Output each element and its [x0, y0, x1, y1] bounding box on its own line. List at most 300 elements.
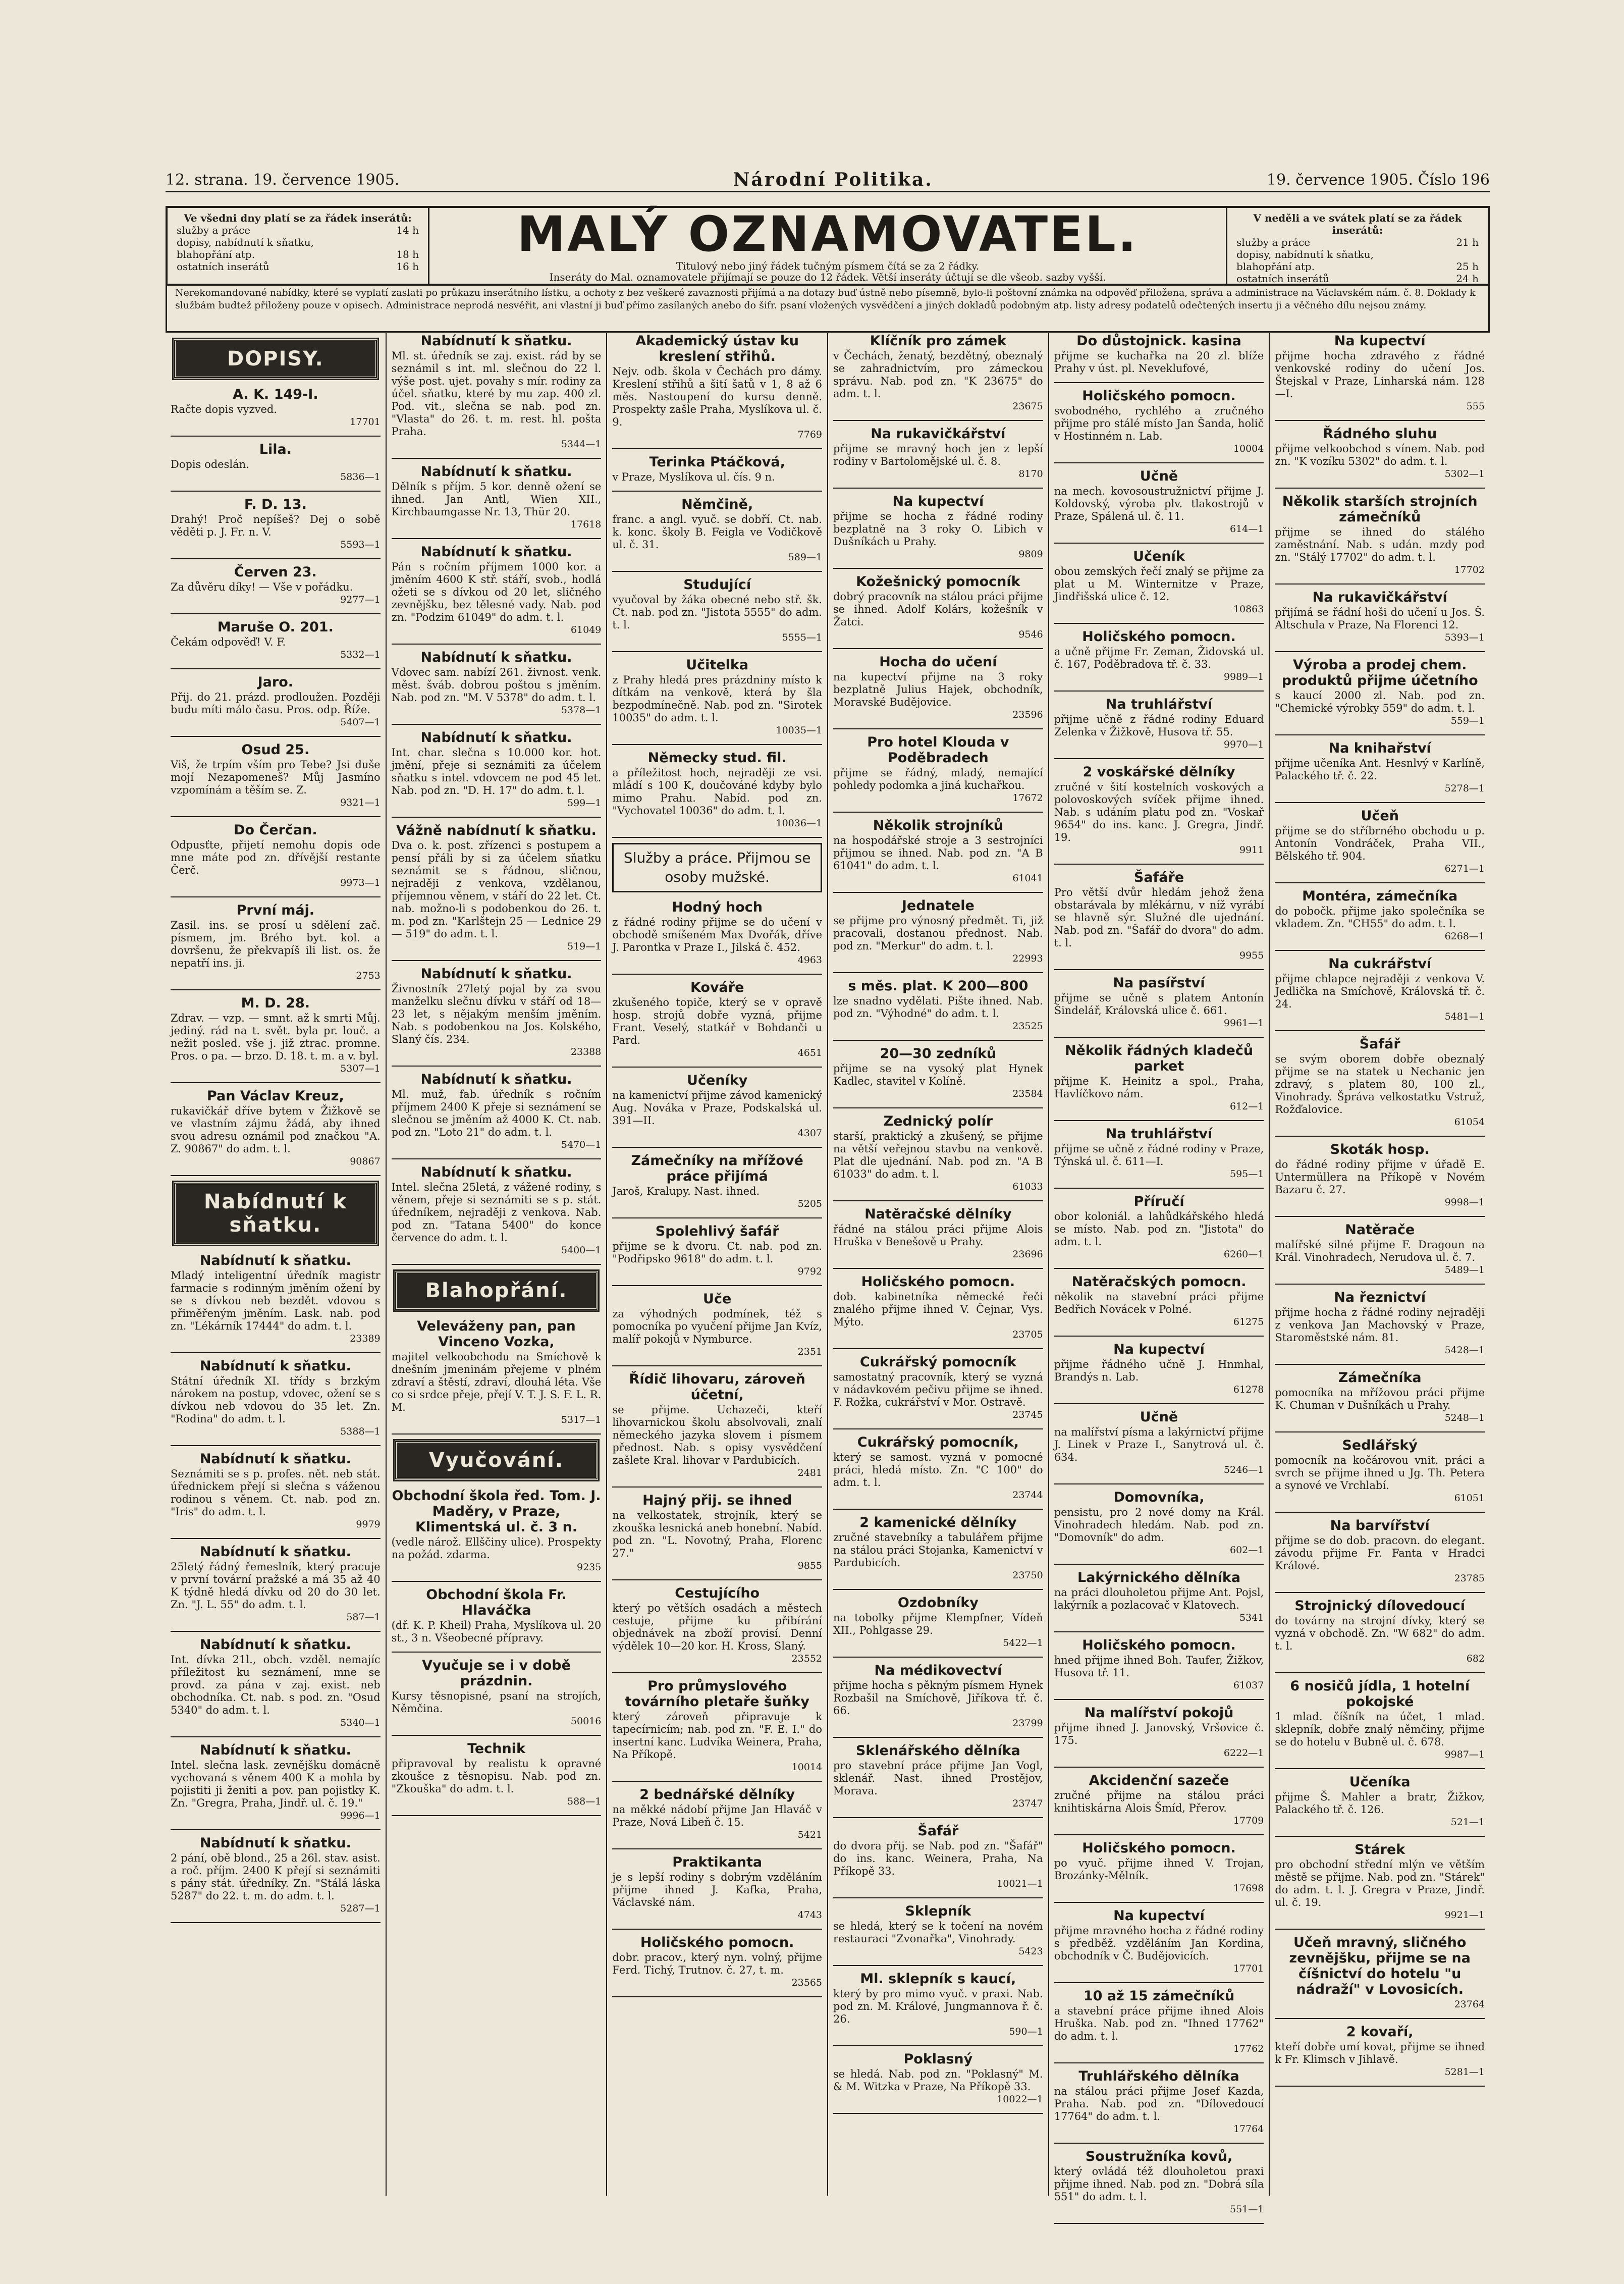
ad-ref-number: 5278—1 — [1444, 783, 1485, 794]
ad-title: Cukrářský pomocník, — [857, 1435, 1019, 1450]
classified-ad — [392, 730, 602, 810]
classified-ad — [392, 966, 602, 1058]
rate-label: služby a práce — [177, 224, 251, 236]
ad-title: Na kupectví — [1334, 333, 1426, 349]
ad-title: Na cukrářství — [1328, 956, 1432, 972]
classified-ad — [612, 750, 822, 830]
ad-title: Nabídnutí k sňatku. — [420, 544, 572, 560]
ad-text: Mladý inteligentní úředník magistr farmacie s rodinným jměním ožení by se s dívkou neb bezdět. vdovou s přiměřeným jměním. Lask. nab. pod zn. "Lékárník 17444" do adm. t. l. — [171, 1269, 381, 1332]
ad-divider — [171, 1829, 381, 1830]
ad-divider — [1054, 2062, 1264, 2063]
ad-title: Do důstojnick. kasina — [1076, 333, 1241, 349]
ad-divider — [1054, 1631, 1264, 1632]
ad-divider — [1275, 1136, 1485, 1137]
classified-ad — [1275, 740, 1485, 795]
ad-ref-number: 5428—1 — [1444, 1345, 1485, 1356]
ad-text: přijme mravného hocha z řádné rodiny s předběž. vzděláním Jan Kordina, obchodník v Č. Budějovicích. — [1054, 1925, 1264, 1962]
ad-title: Pro průmyslového továrního pletaře šuňky — [625, 1678, 809, 1710]
rate-label: dopisy, nabídnutí k sňatku, — [1236, 248, 1374, 260]
ad-title: Zednický polír — [883, 1113, 993, 1129]
classified-ad — [1275, 494, 1485, 576]
ad-title: Na barvířství — [1330, 1518, 1430, 1533]
ad-divider — [1275, 1216, 1485, 1217]
classified-ad — [1054, 764, 1264, 857]
ad-text: z řádné rodiny přijme se do učení v obchodě smíšeném Max Dvořák, dříve J. Parontka v Praze I., Jilská č. 452. — [612, 916, 823, 953]
ad-title: Uče — [703, 1291, 732, 1307]
ad-divider — [1275, 1284, 1485, 1285]
ad-title: Nabídnutí k sňatku. — [420, 730, 572, 746]
ad-title: Nabídnutí k sňatku. — [420, 650, 572, 665]
classified-ad — [171, 1451, 381, 1531]
classified-ad — [833, 1971, 1043, 2038]
ad-divider — [1054, 1188, 1264, 1189]
holiday-rates-head: V neděli a ve svátek platí se za řádek inserátů: — [1253, 212, 1462, 236]
ad-ref-number: 23565 — [791, 1977, 823, 1988]
ad-title: Nabídnutí k sňatku. — [420, 1164, 572, 1180]
ad-text: přijme ihned J. Janovský, Vršovice č. 175. — [1054, 1722, 1264, 1746]
ad-ref-number: 2481 — [797, 1467, 823, 1478]
classified-ad — [392, 464, 602, 531]
ad-title: Učeník — [1133, 549, 1185, 564]
classified-ad — [833, 333, 1043, 413]
ad-title: Nabídnutí k sňatku. — [199, 1253, 351, 1268]
ad-ref-number: 5400—1 — [561, 1245, 602, 1256]
ad-ref-number: 9921—1 — [1444, 1909, 1485, 1921]
classified-ad — [612, 1073, 822, 1140]
ad-ref-number: 61278 — [1233, 1384, 1264, 1395]
ad-text: Drahý! Proč nepíšeš? Dej o sobě věděti p. J. Fr. n. V. — [171, 513, 381, 538]
classified-ad — [171, 742, 381, 809]
ad-divider — [1054, 1564, 1264, 1565]
classified-ad — [171, 1835, 381, 1915]
ad-divider — [612, 1285, 822, 1286]
ad-ref-number: 599—1 — [567, 798, 602, 809]
ad-text: Int. char. slečna s 10.000 kor. hot. jmění, přeje si seznámiti za účelem sňatku s intel. vdovcem ne pod 45 let. Nab. pod zn. "D. H. 17" do adm. t. l. — [391, 747, 602, 796]
classified-ad — [1054, 549, 1264, 616]
ad-title: Ozdobníky — [897, 1595, 979, 1611]
ad-divider — [612, 1067, 822, 1068]
ad-title: Zámečníky na mřížové práce přijímá — [631, 1153, 803, 1184]
classified-ad — [392, 1658, 602, 1728]
ad-title: Osud 25. — [241, 742, 310, 758]
rate-label: služby a práce — [1236, 236, 1311, 248]
ad-title: Šafář — [917, 1823, 959, 1839]
classified-ad — [833, 734, 1043, 805]
classified-ad — [1054, 697, 1264, 751]
ad-ref-number: 10022—1 — [997, 2094, 1043, 2105]
banner-subtitle-1: Titulový nebo jiný řádek tučným písmem čítá se za 2 řádky. — [676, 260, 980, 272]
ad-ref-number: 23750 — [1012, 1570, 1043, 1581]
ad-title: Příručí — [1133, 1194, 1184, 1209]
ad-text: přijme se k dvoru. Ct. nab. pod zn. "Podřipsko 9618" do adm. t. l. — [612, 1240, 823, 1265]
ad-title: Natěrače — [1345, 1222, 1415, 1238]
ad-divider — [612, 1996, 822, 1997]
rate-row — [1236, 260, 1479, 273]
ad-text: přijme se řádný, mladý, nemající pohledy podomka a jiná kuchařkou. — [833, 767, 1043, 791]
ad-divider — [833, 488, 1043, 489]
classified-ad — [1275, 426, 1485, 481]
ad-title: Několik strojníků — [873, 818, 1003, 833]
classified-ad — [392, 333, 602, 451]
classified-ad — [612, 980, 822, 1059]
ad-ref-number: 5836—1 — [340, 471, 381, 483]
ad-text: s kaucí 2000 zl. Nab. pod zn. "Chemické výrobky 559" do adm. t. l. — [1275, 689, 1485, 714]
ad-title: Domovníka, — [1113, 1490, 1205, 1505]
ad-divider — [833, 728, 1043, 729]
ad-text: Zasil. ins. se prosí u sdělení zač. písmem, jm. Brého byt. kol. a dovršenu, že překvapíš ili list. os. že nepatří ins. ji. — [171, 919, 381, 969]
ad-divider — [1275, 1836, 1485, 1837]
ad-divider — [392, 724, 602, 725]
ad-divider — [171, 1352, 381, 1353]
ad-text: Račte dopis vyzved. — [171, 403, 278, 415]
ad-text: Dopis odeslán. — [171, 458, 249, 470]
ad-divider — [392, 458, 602, 459]
classified-ad — [1054, 1409, 1264, 1476]
ad-divider — [171, 989, 381, 990]
classified-ad — [1054, 1773, 1264, 1827]
ad-text: do řádné rodiny přijme v úřadě E. Untermüllera na Příkopě v Novém Bazaru č. 27. — [1275, 1158, 1485, 1196]
ad-ref-number: 90867 — [350, 1156, 381, 1167]
ad-ref-number: 5423 — [1018, 1946, 1043, 1957]
ad-ref-number: 682 — [1466, 1653, 1485, 1664]
classified-ad — [833, 1354, 1043, 1421]
ad-divider — [1275, 734, 1485, 735]
classified-ad — [1054, 1043, 1264, 1113]
ad-ref-number: 595—1 — [1230, 1168, 1264, 1180]
classified-ad — [392, 1741, 602, 1808]
ad-title: s měs. plat. K 200—800 — [848, 978, 1028, 994]
ad-title: Obchodní škola řed. Tom. J. Maděry, v Praze, Klimentská ul. č. 3 n. — [392, 1488, 601, 1535]
classified-ad — [1275, 888, 1485, 943]
ad-title: Pro hotel Klouda v Poděbradech — [867, 734, 1009, 766]
classified-ad — [1054, 1908, 1264, 1975]
ad-text: pomocníka na mřížovou práci přijme K. Chuman v Dušníkách u Prahy. — [1275, 1387, 1485, 1411]
ad-text: dobr. pracov., který nyn. volný, přijme Ferd. Tichý, Trutnov. č. 27, t. m. — [612, 1951, 823, 1976]
classified-ad — [171, 497, 381, 551]
ad-divider — [392, 644, 602, 645]
ad-divider — [392, 538, 602, 539]
ad-ref-number: 23799 — [1012, 1718, 1043, 1729]
ad-text: Nejv. odb. škola v Čechách pro dámy. Kreslení střihů a šití šatů v 1, 8 až 6 měs. Nastoupení do kursu denně. Prospekty zašle Praha, Myslíkova ul. č. 9. — [612, 365, 823, 428]
rate-label: ostatních inserátů — [1236, 273, 1329, 285]
ad-ref-number: 9809 — [1018, 549, 1043, 560]
banner-note: Nerekomandované nabídky, které se vyplatí zaslati po průkazu inserátního lístku, a ochoty z bez veškeré zavaznosti přijímá a na dotazy buď ústně nebo písemně, bylo-li poštovní známka na odpověď přiložena, správa a administrace na Václavském nám. č. 8. Doklady k službám budtež přiloženy pouze v opisech. Administrace neprodá nesvěřit, ani vlastní ji buď přímo zasílaných anebo do šifr. psaní vložených vysvědčení a jiných dokladů podobným atp. listy adresy podatelů odečtených insertu ji a věčného dílu nejsou známy. — [166, 285, 1490, 333]
ad-text: majitel velkoobchodu na Smíchově k dnešním jmeninám přejeme v plném zdraví a štěstí, zdraví, dlouhá léta. Vše co si srdce přeje, přejí V. T. J. S. F. L. R. M. — [391, 1351, 602, 1413]
ad-divider — [833, 1737, 1043, 1738]
ad-divider — [171, 816, 381, 817]
ad-divider — [612, 1147, 822, 1148]
section-heading: DOPISY. — [174, 339, 377, 379]
ad-title: Technik — [467, 1741, 525, 1757]
ad-text: který ovládá též dlouholetou praxi přijme ihned. Nab. pod zn. "Dobrá síla 551" do adm. t. l. — [1054, 2165, 1264, 2203]
ad-column — [606, 333, 827, 2196]
ad-divider — [1054, 758, 1264, 759]
ad-text: Ml. st. úředník se zaj. exist. rád by se seznámil s int. ml. slečnou do 22 l. výše post. ujet. povahy s mír. rodiny za účel. sňatku, které by mu zap. 400 zl. Pod. vit., slečna se nab. pod zn. "Vlasta" do 26. t. m. rest. hl. pošta Praha. — [391, 350, 602, 438]
ad-divider — [1054, 1699, 1264, 1700]
classified-ad — [1054, 1194, 1264, 1261]
ad-divider — [1054, 969, 1264, 970]
classified-ad — [1275, 1774, 1485, 1829]
classified-ad — [392, 823, 602, 953]
section-heading: Blahopřání. — [395, 1271, 599, 1310]
ad-text: Pán s ročním příjmem 1000 kor. a jměním 4600 K stř. stáří, svob., hodlá ožeti se s dívkou od 20 let, sličného zevnějšku, bez tělesné vady. Nab. pod zn. "Podzim 61049" do adm. t. l. — [391, 561, 602, 623]
ad-title: Němčině, — [681, 497, 753, 512]
ad-title: Holičského pomocn. — [1082, 629, 1236, 645]
ad-ref-number: 9792 — [797, 1266, 823, 1277]
ad-text: přijme hocha s pěkným písmem Hynek Rozbašil na Smíchově, Jiříkova tř. č. 66. — [833, 1679, 1043, 1717]
ad-column — [827, 333, 1048, 2196]
ad-divider — [392, 817, 602, 818]
ad-divider — [1275, 2018, 1485, 2019]
ad-ref-number: 5340—1 — [340, 1717, 381, 1728]
ad-title: Vážně nabídnutí k sňatku. — [396, 823, 597, 838]
classified-ad — [833, 1903, 1043, 1958]
weekday-rates — [168, 208, 429, 284]
ad-divider — [833, 648, 1043, 649]
ad-divider — [392, 1581, 602, 1582]
ad-text: na malířství písma a lakýrnictví přijme J. Linek v Praze I., Sanytrová ul. č. 634. — [1054, 1426, 1264, 1463]
rate-price: 25 h — [1456, 260, 1479, 273]
ad-title: Studující — [683, 577, 751, 593]
ad-text: přijme učeníka Ant. Hesnlvý v Karlíně, Palackého tř. č. 22. — [1275, 757, 1485, 782]
ad-title: Na rukavičkářství — [1312, 590, 1447, 605]
ad-title: Ml. sklepník s kaucí, — [860, 1971, 1016, 1987]
ad-ref-number: 4651 — [797, 1047, 823, 1058]
classified-ad — [833, 898, 1043, 965]
classified-ad — [1054, 1342, 1264, 1396]
classified-ad — [612, 1854, 822, 1922]
rate-label: dopisy, nabídnutí k sňatku, — [177, 236, 314, 248]
classified-ad — [612, 657, 822, 737]
classified-ad — [833, 978, 1043, 1033]
ad-divider — [392, 1735, 602, 1736]
ad-title: První máj. — [236, 902, 315, 918]
ad-text: přijme se do stříbrného obchodu u p. Antonín Vondráček, Praha VII., Bělského tř. 904. — [1275, 825, 1485, 862]
classifieds-banner — [166, 206, 1490, 286]
ad-title: Několik starších strojních zámečníků — [1282, 494, 1478, 525]
ad-ref-number: 23675 — [1012, 401, 1043, 412]
classified-ad — [833, 494, 1043, 561]
ad-title: Na pasířství — [1113, 975, 1205, 991]
ad-text: hned přijme ihned Boh. Taufer, Žižkov, Husova tř. 11. — [1054, 1654, 1264, 1679]
ad-title: Cestujícího — [675, 1585, 760, 1601]
ad-text: zručné stavebníky a tabulářem přijme na stálou práci Stojanka, Kamenictví v Pardubicích. — [833, 1531, 1043, 1569]
classified-ad — [1054, 2068, 1264, 2136]
ad-title: Učeň — [1361, 808, 1399, 824]
ad-text: 2 pání, obě blond., 25 a 26l. stav. asist. a roč. příjm. 2400 K přejí si seznámiti s pány stát. úředníky. Zn. "Stálá láska 5287" do 22. t. m. do adm. t. l. — [171, 1852, 381, 1902]
ad-title: Na knihařství — [1328, 740, 1431, 756]
ad-ref-number: 2351 — [797, 1346, 823, 1357]
ad-title: Sklenářského dělníka — [855, 1743, 1020, 1759]
ad-text: přijme se učně z řádné rodiny v Praze, Týnská ul. č. 611—I. — [1054, 1143, 1264, 1167]
ad-ref-number: 9955 — [1239, 950, 1264, 961]
ad-divider — [833, 1589, 1043, 1590]
ad-title: Na kupectví — [892, 494, 984, 509]
ad-ref-number: 5481—1 — [1444, 1011, 1485, 1022]
classified-ad — [612, 1935, 822, 1989]
ad-ref-number: 9961—1 — [1223, 1018, 1264, 1029]
ad-ref-number: 23705 — [1012, 1329, 1043, 1340]
classified-ad — [171, 1358, 381, 1438]
classified-ad — [833, 1274, 1043, 1341]
classified-ad — [1054, 1490, 1264, 1557]
ad-divider — [1275, 583, 1485, 585]
ad-divider — [1054, 623, 1264, 624]
classified-ad — [1054, 870, 1264, 962]
ad-title: 2 kamenické dělníky — [859, 1515, 1017, 1530]
classified-ad — [171, 1544, 381, 1624]
rate-row — [1236, 273, 1479, 285]
ad-title: Terinka Ptáčková, — [649, 454, 785, 470]
ad-divider — [833, 1509, 1043, 1510]
ad-text: pensistu, pro 2 nové domy na Král. Vinohradech hledám. Nab. pod zn. "Domovník" do adm. — [1054, 1506, 1264, 1544]
ad-text: franc. a angl. vyuč. se dobří. Ct. nab. k. konc. školy B. Feigla ve Vodičkově ul. č. 31. — [612, 513, 823, 551]
ad-text: přijme se ihned do stálého zaměstnání. Nab. s udán. mzdy pod zn. "Stálý 17702" do adm. t. l. — [1275, 526, 1485, 563]
rate-price: 18 h — [396, 248, 419, 260]
ad-text: na kamenictví přijme závod kamenický Aug. Nováka v Praze, Podskalská ul. 391—II. — [612, 1089, 823, 1127]
ad-title: Truhlářského dělníka — [1078, 2068, 1239, 2084]
section-heading: Nabídnutí k sňatku. — [174, 1182, 377, 1245]
ad-text: se svým oborem dobře obeznalý přijme se na statek u Nechanic jen zdravý, s platem 80, 100 zl., Vinohrady. Špráva velkostatku Vstruž, Rožďalovice. — [1275, 1053, 1485, 1116]
classified-ad — [1275, 1370, 1485, 1424]
ad-divider — [1054, 1902, 1264, 1903]
ad-divider — [392, 1652, 602, 1653]
ad-ref-number: 519—1 — [567, 941, 602, 952]
ad-columns — [166, 333, 1490, 2215]
classified-ad — [1054, 1637, 1264, 1692]
ad-divider — [833, 972, 1043, 973]
ad-text: přijme učně z řádné rodiny Eduard Zelenka v Žižkově, Husova tř. 55. — [1054, 713, 1264, 738]
ad-title: Strojnický dílovedoucí — [1294, 1598, 1465, 1614]
newspaper-page — [151, 162, 1504, 2215]
ad-ref-number: 10004 — [1233, 443, 1264, 454]
ad-divider — [833, 2113, 1043, 2114]
rate-row — [177, 236, 419, 248]
ad-ref-number: 9996—1 — [340, 1810, 381, 1821]
ad-ref-number: 17618 — [570, 519, 602, 530]
ad-ref-number: 4743 — [797, 1909, 823, 1921]
ad-ref-number: 23764 — [1454, 1999, 1485, 2010]
ad-title: Natěračských pomocn. — [1071, 1274, 1247, 1290]
classified-ad — [833, 1206, 1043, 1261]
ad-ref-number: 521—1 — [1450, 1817, 1485, 1828]
ad-ref-number: 23785 — [1454, 1573, 1485, 1584]
ad-text: přijme řádného učně J. Hnmhal, Brandýs n. Lab. — [1054, 1358, 1264, 1383]
ad-title: Pan Václav Kreuz, — [206, 1088, 344, 1104]
ad-text: je s lepší rodiny s dobrým vzděláním přijme ihned J. Kafka, Praha, Václavské nám. — [612, 1871, 823, 1908]
ad-text: (dř. K. P. Kheil) Praha, Myslíkova ul. 20 st., 3 n. Všeobecné přípravy. — [391, 1619, 602, 1644]
ad-text: se přijme. Uchazeči, kteří lihovarnickou školu absolvovali, znalí německého jazyka slovem i písmem přednost. Nab. s opisy vysvědčení zašlete Kral. lihovar v Pardubicích. — [612, 1404, 823, 1466]
classified-ad — [833, 574, 1043, 641]
classified-ad — [1054, 629, 1264, 683]
ad-divider — [833, 812, 1043, 813]
ad-title: 2 bednářské dělníky — [639, 1787, 795, 1802]
rate-label: ostatních inserátů — [177, 260, 269, 273]
ad-ref-number: 9970—1 — [1223, 739, 1264, 750]
ad-title: Holičského pomocn. — [1082, 1637, 1236, 1653]
ad-divider — [392, 1264, 602, 1265]
ad-divider — [833, 1348, 1043, 1349]
ad-title: Lila. — [259, 442, 292, 457]
ad-ref-number: 589—1 — [788, 552, 823, 563]
rate-row — [177, 260, 419, 273]
classified-ad — [171, 387, 381, 429]
classified-ad — [1275, 1036, 1485, 1129]
ad-title: Obchodní škola Fr. Hlaváčka — [426, 1587, 567, 1618]
ad-text: a učně přijme Fr. Zeman, Židovská ul. č. 167, Poděbradova tř. č. 33. — [1054, 646, 1264, 670]
ad-divider — [1054, 382, 1264, 383]
ad-title: Učně — [1140, 1409, 1178, 1425]
ad-divider — [171, 668, 381, 669]
ad-title: Několik řádných kladečů parket — [1064, 1043, 1254, 1074]
ad-ref-number: 9235 — [576, 1562, 602, 1573]
ad-ref-number: 9987—1 — [1444, 1749, 1485, 1760]
classified-ad — [1054, 1840, 1264, 1895]
ad-ref-number: 5344—1 — [561, 439, 602, 450]
classified-ad — [612, 454, 822, 484]
ad-title: Holičského pomocn. — [1082, 388, 1236, 404]
classified-ad — [392, 1072, 602, 1151]
ad-text: se přijme pro výnosný předmět. Ti, již pracovali, dostanou přednost. Nab. pod zn. "Merkur" do adm. t. l. — [833, 915, 1043, 952]
ad-title: Veleváženy pan, pan Vinceno Vozka, — [417, 1318, 576, 1350]
ad-divider — [1275, 1672, 1485, 1673]
ad-divider — [171, 896, 381, 897]
ad-ref-number: 9989—1 — [1223, 671, 1264, 682]
classified-ad — [1275, 333, 1485, 413]
ad-ref-number: 7769 — [797, 429, 823, 440]
ad-title: Na malířství pokojů — [1084, 1705, 1234, 1721]
ad-ref-number: 6271—1 — [1444, 863, 1485, 874]
ad-divider — [1275, 1364, 1485, 1365]
ad-text: na kupectví přijme na 3 roky bezplatně Julius Hajek, obchodník, Moravské Budějovice. — [833, 671, 1043, 708]
classified-ad — [1054, 1988, 1264, 2055]
ad-divider — [1275, 1030, 1485, 1031]
ad-ref-number: 10014 — [791, 1762, 823, 1773]
ad-text: na práci dlouholetou přijme Ant. Pojsl, lakýrník a pozlacovač v Klatovech. — [1054, 1586, 1264, 1611]
ad-text: pro obchodní střední mlýn ve větším městě se přijme. Nab. pod zn. "Stárek" do adm. t. l. J. Gregra v Praze, Jindř. ul. č. 19. — [1275, 1858, 1485, 1908]
ad-title: Na kupectví — [1113, 1908, 1205, 1924]
classified-ad — [612, 577, 822, 644]
ad-ref-number: 9321—1 — [340, 797, 381, 808]
rate-row — [177, 248, 419, 260]
ad-text: Intel. slečna 25letá, z vážené rodiny, s věnem, přeje si seznámiti se s p. stát. úředníkem, nejraději z venkova. Nab. pod zn. "Tatana 5400" do konce července do adm. t. l. — [391, 1181, 602, 1244]
classified-ad — [1275, 956, 1485, 1023]
ad-text: přijme hocha z řádné rodiny nejraději z venkova Jan Machovský v Praze, Staroměstské nám. 81. — [1275, 1306, 1485, 1344]
ad-ref-number: 10863 — [1233, 604, 1264, 615]
ad-text: na velkostatek, strojník, který se zkouška lesnická aneb honební. Nabíd. pod zn. "L. Novotný, Praha, Florenc 27." — [612, 1509, 823, 1559]
holiday-rates — [1226, 208, 1488, 284]
ad-title: Červen 23. — [234, 564, 317, 580]
ad-text: v Praze, Myslíkova ul. čís. 9 n. — [612, 471, 775, 483]
rate-label: blahopřání atp. — [177, 248, 255, 260]
ad-ref-number: 4963 — [797, 954, 823, 966]
ad-ref-number: 588—1 — [567, 1796, 602, 1807]
classified-ad — [171, 564, 381, 606]
ad-text: na tobolky přijme Klempfner, Vídeň XII., Pohlgasse 29. — [833, 1612, 1043, 1636]
ad-text: přijímá se řádní hoši do učení u Jos. Š. Altschula v Praze, Na Florenci 12. — [1275, 606, 1485, 631]
classified-ad — [1275, 1518, 1485, 1585]
ad-ref-number: 23525 — [1012, 1021, 1043, 1032]
ad-title: Výroba a prodej chem. produktů přijme účetního — [1281, 657, 1478, 688]
ad-text: přijme se mravný hoch jen z lepší rodiny v Bartolomějské ul. č. 8. — [833, 443, 1043, 467]
classified-ad — [171, 995, 381, 1075]
ad-text: na stálou práci přijme Josef Kazda, Praha. Nab. pod zn. "Dílovedoucí 17764" do adm. t. l. — [1054, 2085, 1264, 2122]
ad-ref-number: 17698 — [1233, 1883, 1264, 1894]
ad-text: samostatný pracovník, který se vyzná v nádavkovém pečivu přijme se ihned. F. Rožka, cukrářství v Mor. Ostravě. — [833, 1371, 1043, 1408]
ad-text: 25letý řádný řemeslník, který pracuje v první tovární pražské a má 35 až 40 K týdně hledá dívku od 20 do 30 let. Zn. "J. L. 55" do adm. t. l. — [171, 1561, 381, 1611]
classified-ad — [833, 1113, 1043, 1193]
ad-text: obou zemských řečí znalý se přijme za plat u M. Winternitze v Praze, Jindřišská ulice č. 12. — [1054, 565, 1264, 603]
